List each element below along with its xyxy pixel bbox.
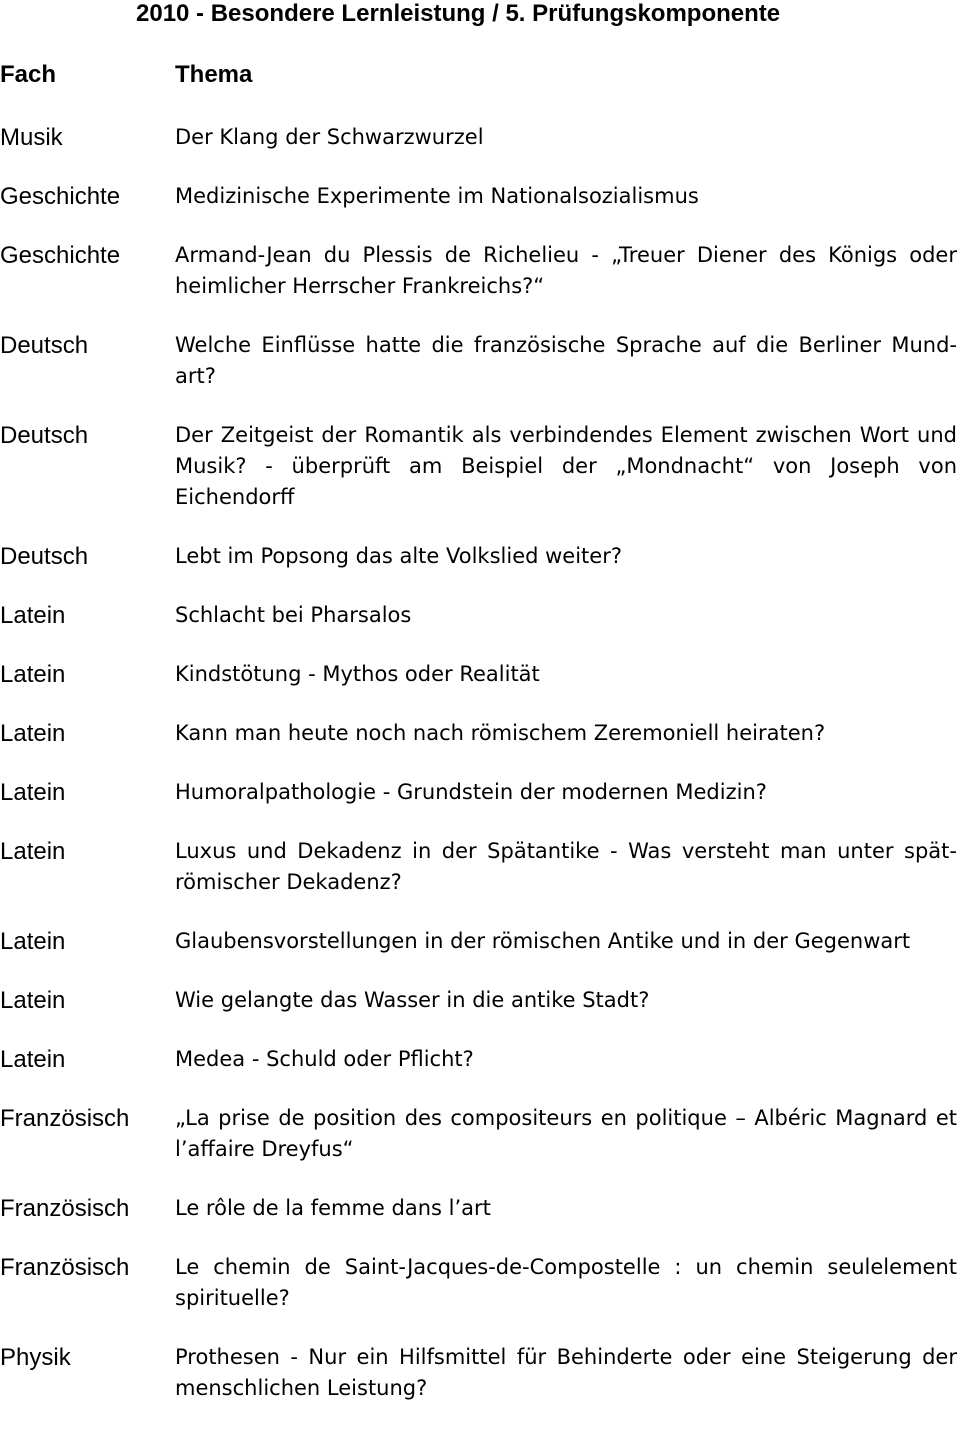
- table-row: [0, 1342, 960, 1404]
- table-row: [0, 926, 960, 957]
- table-row: [0, 1044, 960, 1075]
- table-row: [0, 330, 960, 392]
- topic-cell: „La prise de position des compositeurs en politique – Albéric Magnard et l’affaire Dreyfus“: [175, 1106, 957, 1161]
- topic-cell: Lebt im Popsong das alte Volkslied weiter?: [175, 544, 622, 568]
- subject-cell: Deutsch: [0, 543, 89, 570]
- table-row: [0, 1193, 960, 1224]
- topic-cell: Medea - Schuld oder Pflicht?: [175, 1047, 474, 1071]
- table-header: [0, 61, 960, 91]
- subject-cell: Latein: [0, 602, 66, 629]
- topic-cell: Prothesen - Nur ein Hilfsmittel für Behinderte oder eine Steigerung der menschlichen Leistung?: [175, 1345, 957, 1400]
- table-row: [0, 240, 960, 302]
- table-row: [0, 420, 960, 513]
- topic-cell: Le chemin de Saint-Jacques-de-Compostelle : un chemin seulelement spirituelle?: [175, 1255, 957, 1310]
- table-row: [0, 122, 960, 153]
- table-row: [0, 985, 960, 1016]
- subject-cell: Französisch: [0, 1254, 130, 1281]
- topic-cell: Der Klang der Schwarzwurzel: [175, 125, 484, 149]
- topics-table: [0, 122, 960, 1432]
- column-header-thema: Thema: [175, 61, 253, 88]
- column-header-fach: Fach: [0, 61, 57, 88]
- subject-cell: Latein: [0, 720, 66, 747]
- table-row: [0, 1103, 960, 1165]
- subject-cell: Geschichte: [0, 242, 121, 269]
- subject-cell: Französisch: [0, 1105, 130, 1132]
- topic-cell: Glaubensvorstellungen in der römischen Antike und in der Gegenwart: [175, 929, 911, 953]
- table-row: [0, 1252, 960, 1314]
- topic-cell: Der Zeitgeist der Romantik als verbindendes Element zwischen Wort und Musik? - überprüft am Beispiel der „Mondnacht“ von Joseph von Eichendorff: [175, 423, 957, 509]
- topic-cell: Armand-Jean du Plessis de Richelieu - „Treuer Diener des Königs oder heimlicher Herrscher Frankreichs?“: [175, 243, 957, 298]
- subject-cell: Musik: [0, 124, 63, 151]
- page-title: 2010 - Besondere Lernleistung / 5. Prüfungskomponente: [136, 0, 781, 27]
- subject-cell: Deutsch: [0, 422, 89, 449]
- table-row: [0, 836, 960, 898]
- table-row: [0, 659, 960, 690]
- topic-cell: Kann man heute noch nach römischem Zeremoniell heiraten?: [175, 721, 826, 745]
- topic-cell: Welche Einflüsse hatte die französische Sprache auf die Berliner Mund-art?: [175, 333, 957, 388]
- subject-cell: Physik: [0, 1344, 71, 1371]
- subject-cell: Deutsch: [0, 332, 89, 359]
- table-row: [0, 541, 960, 572]
- subject-cell: Latein: [0, 1046, 66, 1073]
- topic-cell: Schlacht bei Pharsalos: [175, 603, 412, 627]
- subject-cell: Französisch: [0, 1195, 130, 1222]
- table-row: [0, 718, 960, 749]
- topic-cell: Luxus und Dekadenz in der Spätantike - Was versteht man unter spät-römischer Dekadenz?: [175, 839, 957, 894]
- topic-cell: Medizinische Experimente im Nationalsozialismus: [175, 184, 699, 208]
- subject-cell: Latein: [0, 838, 66, 865]
- topic-cell: Le rôle de la femme dans l’art: [175, 1196, 491, 1220]
- subject-cell: Geschichte: [0, 183, 121, 210]
- topic-cell: Kindstötung - Mythos oder Realität: [175, 662, 540, 686]
- topic-cell: Humoralpathologie - Grundstein der modernen Medizin?: [175, 780, 767, 804]
- topic-cell: Wie gelangte das Wasser in die antike Stadt?: [175, 988, 650, 1012]
- table-row: [0, 600, 960, 631]
- subject-cell: Latein: [0, 779, 66, 806]
- subject-cell: Latein: [0, 661, 66, 688]
- subject-cell: Latein: [0, 987, 66, 1014]
- table-row: [0, 777, 960, 808]
- table-row: [0, 181, 960, 212]
- subject-cell: Latein: [0, 928, 66, 955]
